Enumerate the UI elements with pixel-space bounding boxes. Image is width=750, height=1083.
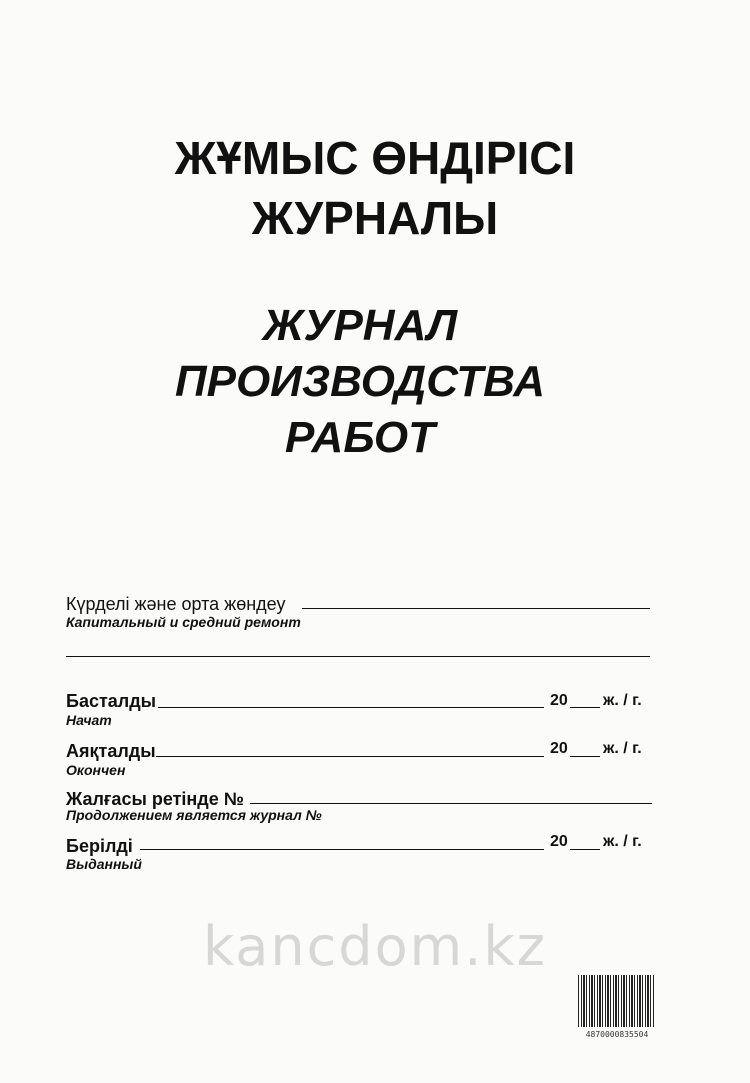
repair-label-ru: Капитальный и средний ремонт [66,614,301,630]
title-kz-line-2: ЖУРНАЛЫ [251,192,499,244]
continuation-label-ru: Продолжением является журнал № [66,807,322,823]
finished-year-prefix: 20 [550,740,568,757]
finished-label-ru: Окончен [66,762,126,778]
issued-label-kz: Берілді [66,836,133,856]
started-label-kz: Басталды [66,691,157,711]
issued-label-ru: Выданный [66,856,142,872]
repair-label-kz: Күрделі және орта жөндеу [66,594,286,614]
title-ru-line-1: ЖУРНАЛ [262,301,458,350]
issued-year-line [570,849,600,850]
started-year-line [570,707,600,708]
issued-line [140,849,544,850]
finished-line [156,756,544,757]
finished-label-kz: Аяқталды [66,741,156,761]
continuation-label-kz: Жалғасы ретінде № [66,789,244,809]
started-year-suffix: ж. / г. [603,692,642,709]
barcode-number: 4870000835504 [585,1030,649,1039]
started-line [158,707,544,708]
repair-line [302,608,650,609]
title-kz-line-1: ЖҰМЫС ӨНДІРІСІ [174,132,576,184]
started-year-prefix: 20 [550,692,568,709]
continuation-line [250,803,652,804]
finished-year-suffix: ж. / г. [603,740,642,757]
repair-line-2 [66,656,650,657]
title-ru-line-3: РАБОТ [284,413,436,462]
title-ru-line-2: ПРОИЗВОДСТВА [174,357,546,406]
barcode [578,975,654,1027]
started-label-ru: Начат [66,712,112,728]
issued-year-prefix: 20 [550,833,568,850]
issued-year-suffix: ж. / г. [603,833,642,850]
finished-year-line [570,756,600,757]
watermark: kancdom.kz [202,915,548,978]
